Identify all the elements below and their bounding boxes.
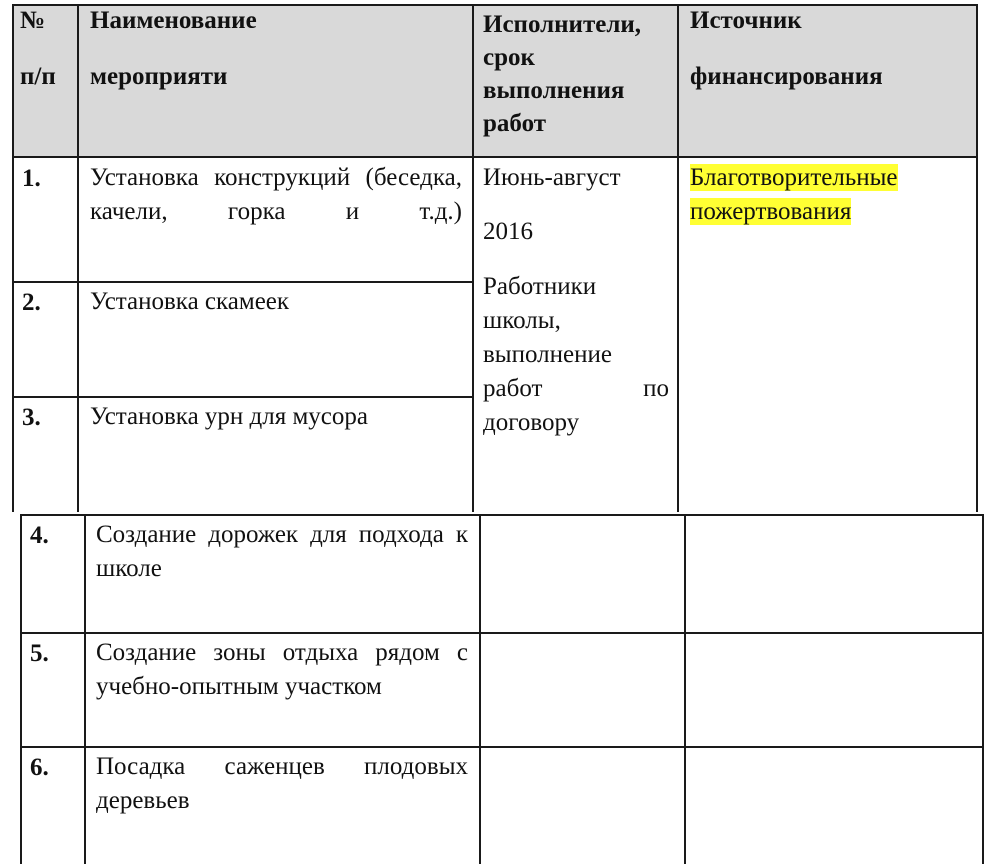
row-event-name: Создание дорожек для подхода к школе: [96, 521, 468, 582]
header-funding-line2: финансирования: [690, 63, 883, 90]
row-event-name: Установка конструкций (беседка, качели, горка и т.д.): [90, 164, 462, 225]
header-number: [20, 6, 76, 92]
header-event-name-line1: Наименование: [90, 7, 257, 34]
table-border: [479, 514, 481, 864]
header-number-symbol: №: [20, 7, 46, 34]
header-event-name-line2: мероприяти: [90, 63, 228, 90]
row-number: 5.: [30, 640, 49, 667]
table-border: [20, 632, 984, 634]
table-border: [976, 4, 978, 512]
header-event-name: [90, 6, 465, 92]
table-border: [982, 514, 984, 864]
table-border: [12, 156, 978, 158]
table-border: [77, 4, 79, 512]
table-border: [12, 281, 474, 283]
executors-period-months: Июнь-август: [483, 164, 621, 191]
funding-source-highlighted: Благотворительные пожертвования: [690, 164, 898, 225]
executors-period: [483, 161, 669, 249]
header-number-abbr: п/п: [20, 63, 56, 90]
executors-workers: Работники школы, выполнение работ по договору: [483, 273, 669, 436]
row-event-name: Посадка саженцев плодовых деревьев: [96, 753, 468, 814]
table-border: [472, 4, 474, 512]
table-border: [20, 514, 22, 864]
funding-source-cell: [690, 161, 972, 229]
table-border: [84, 514, 86, 864]
table-border: [12, 396, 474, 398]
table-border: [12, 4, 14, 512]
executors-period-year: 2016: [483, 218, 533, 245]
header-executors-line4: работ: [483, 110, 547, 137]
row-event-name: Установка скамеек: [90, 288, 290, 315]
table-border: [20, 746, 984, 748]
row-number: 6.: [30, 754, 49, 781]
header-executors: [483, 8, 673, 140]
row-number: 3.: [22, 404, 41, 431]
row-number: 1.: [22, 165, 41, 192]
row-number: 4.: [30, 522, 49, 549]
header-funding-source: [690, 6, 970, 92]
header-executors-line3: выполнения: [483, 77, 625, 104]
table-border: [20, 514, 984, 516]
row-event-name: Установка урн для мусора: [90, 403, 369, 430]
header-funding-line1: Источник: [690, 7, 802, 34]
table-border: [684, 514, 686, 864]
row-event-name: Создание зоны отдыха рядом с учебно-опытным участком: [96, 639, 468, 700]
table-border: [677, 4, 679, 512]
header-executors-line1: Исполнители,: [483, 11, 642, 38]
row-number: 2.: [22, 289, 41, 316]
header-executors-line2: срок: [483, 44, 535, 71]
